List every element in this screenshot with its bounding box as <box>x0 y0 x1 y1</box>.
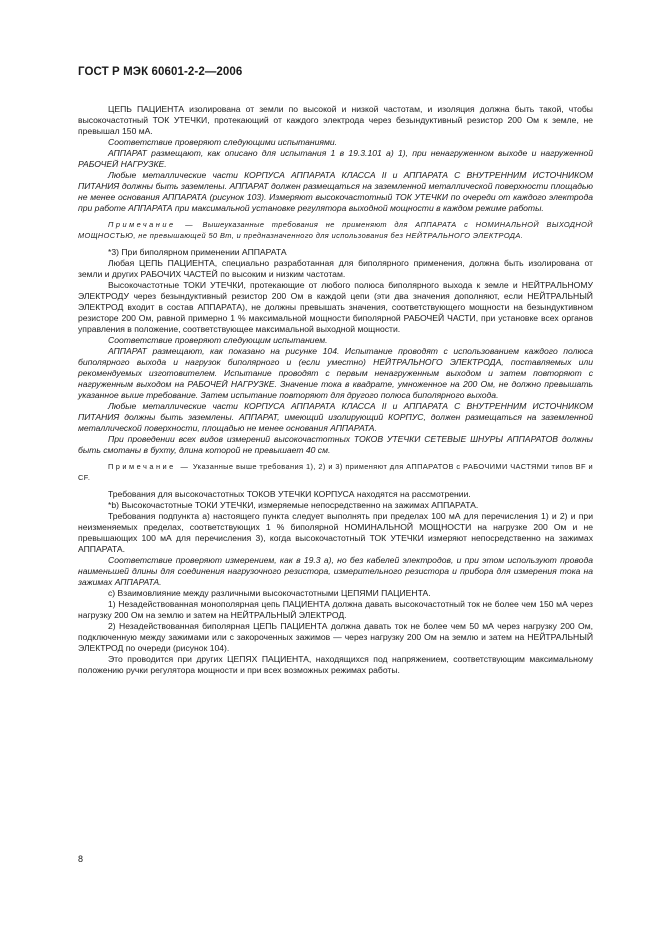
note-label: Примечание — <box>108 462 191 471</box>
paragraph: Соответствие проверяют следующим испытанием. <box>108 335 328 345</box>
paragraph: Любые металлические части КОРПУСА АППАРАТА КЛАССА II и АППАРАТА С ВНУТРЕННИМ ИСТОЧНИКОМ ПИТАНИЯ должны быть заземлены. АППАРАТ, имеющий изолирующий КОРПУС, должен размещаться на заземленной металлической поверхности, площадью не менее основания АППАРАТА. <box>78 401 593 433</box>
list-item: с) Взаимовлияние между различными высокочастотными ЦЕПЯМИ ПАЦИЕНТА. <box>108 588 431 598</box>
paragraph: Требования подпункта а) настоящего пункта следует выполнять при пределах 100 мА для перечисления 1) и 2) и при неизменяемых пределах, соответствующих 1 % биполярной НОМИНАЛЬНОЙ МОЩНОСТИ на нагрузке 200 Ом и не превышающих 100 мА для перечисления 3), когда высокочастотный ТОК УТЕЧКИ измеряют непосредственно на зажимах АППАРАТА. <box>78 511 593 554</box>
page-number: 8 <box>78 854 84 864</box>
list-item: *b) Высокочастотные ТОКИ УТЕЧКИ, измеряемые непосредственно на зажимах АППАРАТА. <box>108 500 479 510</box>
note-text: Указанные выше требования 1), 2) и 3) применяют для АППАРАТОВ с РАБОЧИМИ ЧАСТЯМИ типов BF и CF. <box>78 462 593 482</box>
document-header: ГОСТ Р МЭК 60601-2-2—2006 <box>78 66 243 78</box>
note <box>78 462 593 483</box>
list-item: *3) При биполярном применении АППАРАТА <box>108 247 287 257</box>
paragraph: Соответствие проверяют следующими испытаниями. <box>108 137 338 147</box>
paragraph: Это проводится при других ЦЕПЯХ ПАЦИЕНТА, находящихся под напряжением, соответствующим максимальному положению ручки регулятора мощности и при всех возможных режимах работы. <box>78 654 593 675</box>
paragraph: Требования для высокочастотных ТОКОВ УТЕЧКИ КОРПУСА находятся на рассмотрении. <box>108 489 471 499</box>
paragraph: ЦЕПЬ ПАЦИЕНТА изолирована от земли по высокой и низкой частотам, и изоляция должна быть такой, чтобы высокочастотный ТОК УТЕЧКИ, протекающий от каждого электрода через безындуктивный резистор 200 Ом к земле, не превышал 150 мА. <box>78 104 593 136</box>
paragraph: Любые металлические части КОРПУСА АППАРАТА КЛАССА II и АППАРАТА С ВНУТРЕННИМ ИСТОЧНИКОМ ПИТАНИЯ должны быть заземлены. АППАРАТ должен размещаться на заземленной металлической поверхности площадью не менее основания АППАРАТА (рисунок 103). Измеряют высокочастотный ТОК УТЕЧКИ по очереди от каждого электрода при работе АППАРАТА при максимальной установке регулятора выходной мощности в каждом режиме работы. <box>78 170 593 213</box>
paragraph: При проведении всех видов измерений высокочастотных ТОКОВ УТЕЧКИ СЕТЕВЫЕ ШНУРЫ АППАРАТОВ должны быть смотаны в бухту, длина которой не превышает 40 см. <box>78 434 593 455</box>
paragraph: АППАРАТ размещают, как описано для испытания 1 в 19.3.101 а) 1), при ненагруженном выходе и нагруженной РАБОЧЕЙ НАГРУЗКЕ. <box>78 148 593 169</box>
list-item: 2) Незадействованная биполярная ЦЕПЬ ПАЦИЕНТА должна давать ток не более чем 50 мА через нагрузку 200 Ом, подключенную между зажимами или с закороченных зажимов — через нагрузку 200 Ом на землю и затем на НЕЙТРАЛЬНЫЙ ЭЛЕКТРОД по очереди (рисунок 104). <box>78 621 593 653</box>
note-label: Примечание — <box>108 220 196 229</box>
paragraph: Любая ЦЕПЬ ПАЦИЕНТА, специально разработанная для биполярного применения, должна быть изолирована от земли и других РАБОЧИХ ЧАСТЕЙ по высоким и низким частотам. <box>78 258 593 279</box>
document-body <box>78 96 593 676</box>
paragraph: АППАРАТ размещают, как показано на рисунке 104. Испытание проводят с использованием каждого полюса биполярного выхода и нагрузок биполярного и (если уместно) НЕЙТРАЛЬНОГО ЭЛЕКТРОДА, поставляемых или рекомендуемых изготовителем. Испытание проводят с первым ненагруженным выходом и затем повторяют с нагруженным выходом на РАБОЧЕЙ НАГРУЗКЕ. Значение тока в квадрате, умноженное на 200 Ом, не должно превышать указанное выше требование. Затем испытание повторяют для другого полюса биполярного выхода. <box>78 346 593 400</box>
paragraph: Соответствие проверяют измерением, как в 19.3 а), но без кабелей электродов, и при этом используют провода наименьшей длины для соединения нагрузочного резистора, измерительного резистора и прибора для измерения тока на зажимах АППАРАТА. <box>78 555 593 587</box>
paragraph: Высокочастотные ТОКИ УТЕЧКИ, протекающие от любого полюса биполярного выхода к земле и НЕЙТРАЛЬНОМУ ЭЛЕКТРОДУ через безындуктивный резистор 200 Ом в каждой цепи (эти два значения дополняют, если НЕЙТРАЛЬНЫЙ ЭЛЕКТРОД входит в состав АППАРАТА), не должны превышать значения, соответствующего мощности на безындуктивном резисторе 200 Ом, равной примерно 1 % максимальной мощности биполярной РАБОЧЕЙ ЧАСТИ, при установке всех органов управления в положение, соответствующее максимальной выходной мощности. <box>78 280 593 334</box>
list-item: 1) Незадействованная монополярная цепь ПАЦИЕНТА должна давать высокочастотный ток не более чем 150 мА через нагрузку 200 Ом на землю и затем на НЕЙТРАЛЬНЫЙ ЭЛЕКТРОД. <box>78 599 593 620</box>
note <box>78 220 593 241</box>
note-text: Вышеуказанные требования не применяют для АППАРАТА с НОМИНАЛЬНОЙ ВЫХОДНОЙ МОЩНОСТЬЮ, не превышающей 50 Вт, и предназначенного для использования без НЕЙТРАЛЬНОГО ЭЛЕКТРОДА. <box>78 220 593 240</box>
